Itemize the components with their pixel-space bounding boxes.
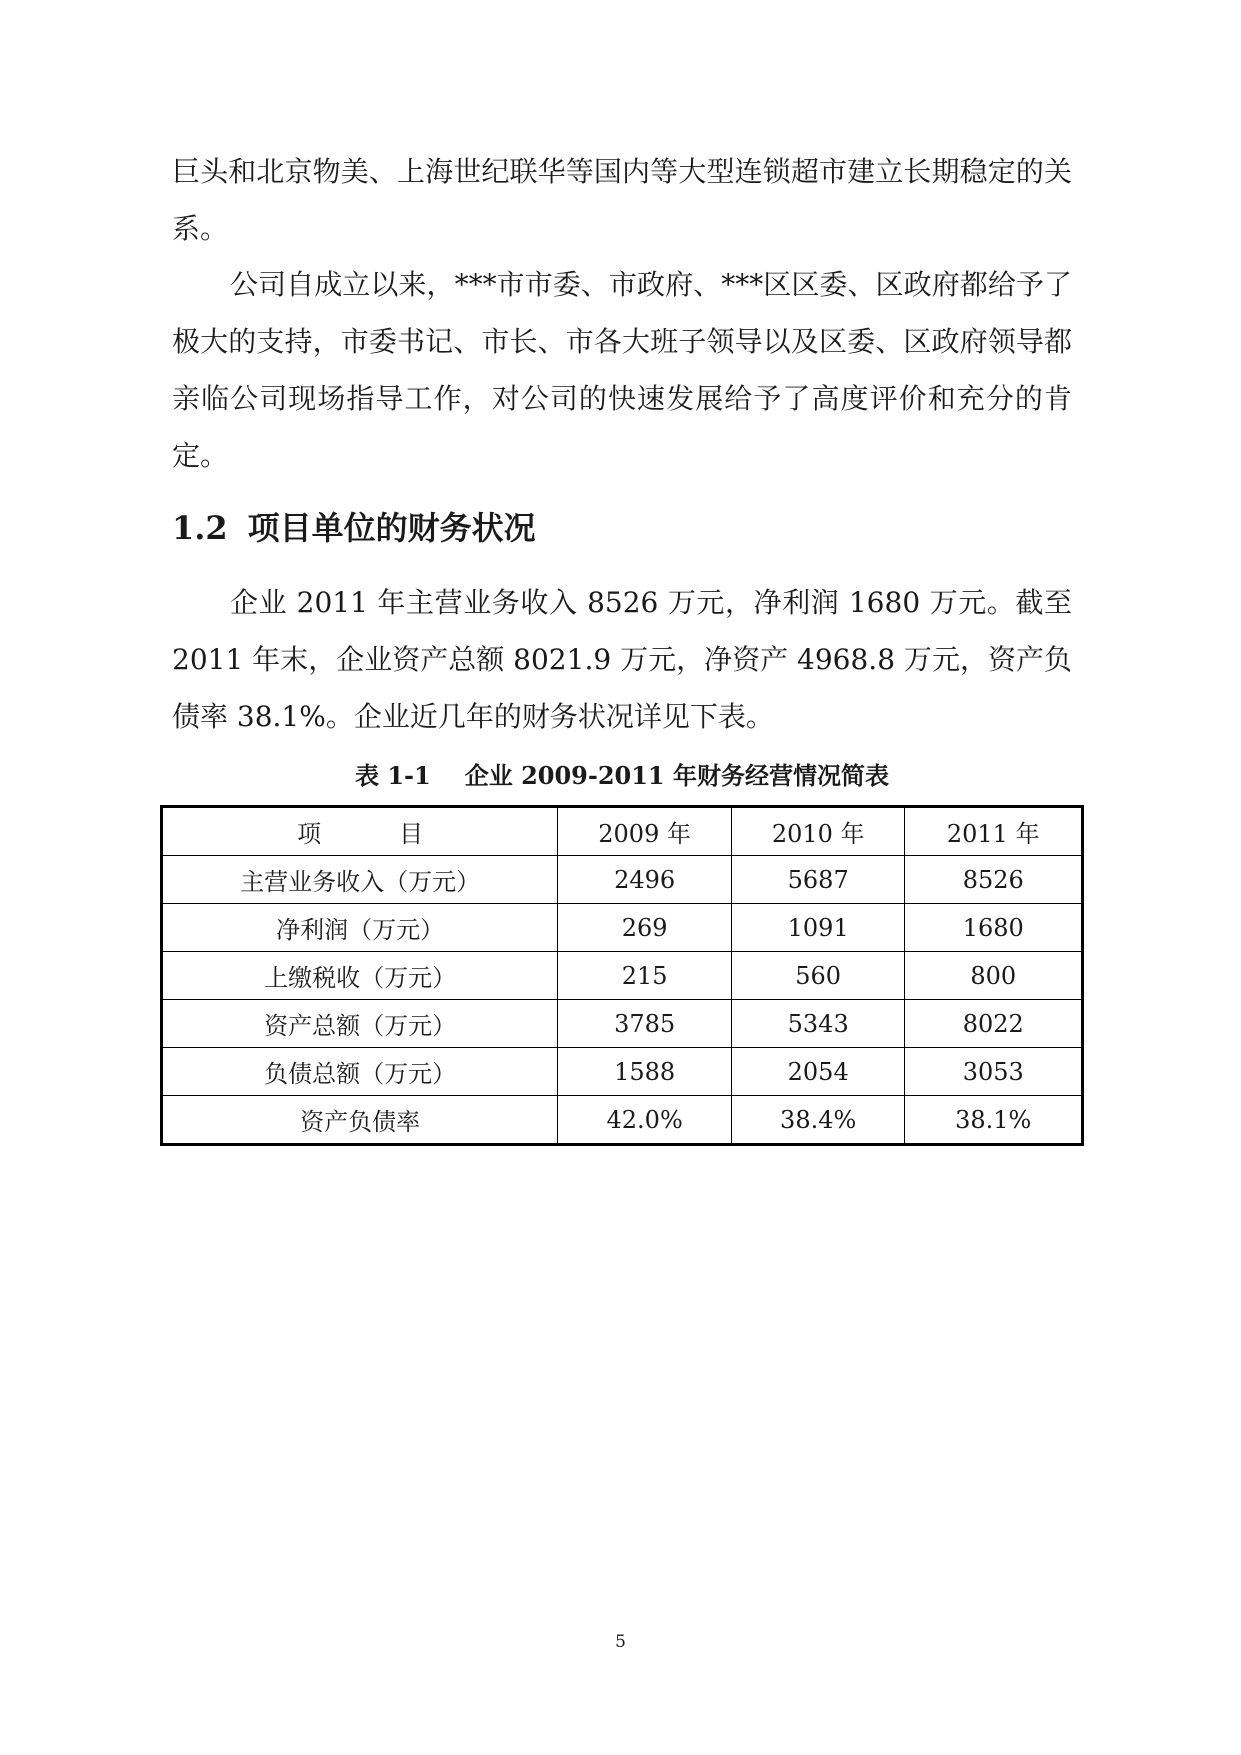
table-cell: 269	[558, 904, 732, 952]
table-cell: 8022	[905, 1000, 1083, 1048]
table-row	[162, 1048, 1083, 1096]
paragraph-financial-summary: 企业 2011 年主营业务收入 8526 万元，净利润 1680 万元。截至 2011 年末，企业资产总额 8021.9 万元，净资产 4968.8 万元，资产负债率 38.1%。企业近几年的财务状况详见下表。	[172, 586, 1072, 733]
header-year-2011: 2011 年	[905, 807, 1083, 856]
row-label: 上缴税收（万元）	[162, 952, 558, 1000]
header-item-label: 项目	[297, 820, 502, 848]
table-cell: 42.0%	[558, 1096, 732, 1145]
table-caption-text: 企业 2009-2011 年财务经营情况简表	[464, 761, 889, 790]
section-number: 1.2	[172, 509, 228, 547]
table-cell: 1588	[558, 1048, 732, 1096]
table-cell: 38.1%	[905, 1096, 1083, 1145]
paragraph-government-support: 公司自成立以来，***市市委、市政府、***区区委、区政府都给予了极大的支持，市委书记、市长、市各大班子领导以及区委、区政府领导都亲临公司现场指导工作，对公司的快速发展给予了高度评价和充分的肯定。	[172, 268, 1072, 472]
row-label: 净利润（万元）	[162, 904, 558, 952]
header-year-2009: 2009 年	[558, 807, 732, 856]
paragraph-continuation: 巨头和北京物美、上海世纪联华等国内等大型连锁超市建立长期稳定的关系。	[172, 155, 1072, 245]
section-heading	[172, 500, 536, 556]
table-cell: 1680	[905, 904, 1083, 952]
table-cell: 1091	[731, 904, 905, 952]
table-cell: 215	[558, 952, 732, 1000]
table-cell: 3785	[558, 1000, 732, 1048]
header-item	[162, 807, 558, 856]
table-caption-label: 表 1-1	[355, 761, 431, 790]
table-row	[162, 1096, 1083, 1145]
row-label: 主营业务收入（万元）	[162, 856, 558, 904]
table-cell: 5687	[731, 856, 905, 904]
row-label: 负债总额（万元）	[162, 1048, 558, 1096]
row-label: 资产负债率	[162, 1096, 558, 1145]
section-title: 项目单位的财务状况	[247, 509, 536, 547]
table-cell: 8526	[905, 856, 1083, 904]
table-cell: 2054	[731, 1048, 905, 1096]
table-row	[162, 1000, 1083, 1048]
table-cell: 560	[731, 952, 905, 1000]
table-cell: 5343	[731, 1000, 905, 1048]
table-row	[162, 904, 1083, 952]
financial-table	[160, 805, 1084, 1146]
page-number: 5	[615, 1632, 626, 1652]
table-row	[162, 952, 1083, 1000]
row-label: 资产总额（万元）	[162, 1000, 558, 1048]
table-caption	[160, 758, 1084, 794]
table-cell: 3053	[905, 1048, 1083, 1096]
table-header-row	[162, 807, 1083, 856]
table-cell: 38.4%	[731, 1096, 905, 1145]
table-cell: 800	[905, 952, 1083, 1000]
table-row	[162, 856, 1083, 904]
header-year-2010: 2010 年	[731, 807, 905, 856]
table-cell: 2496	[558, 856, 732, 904]
